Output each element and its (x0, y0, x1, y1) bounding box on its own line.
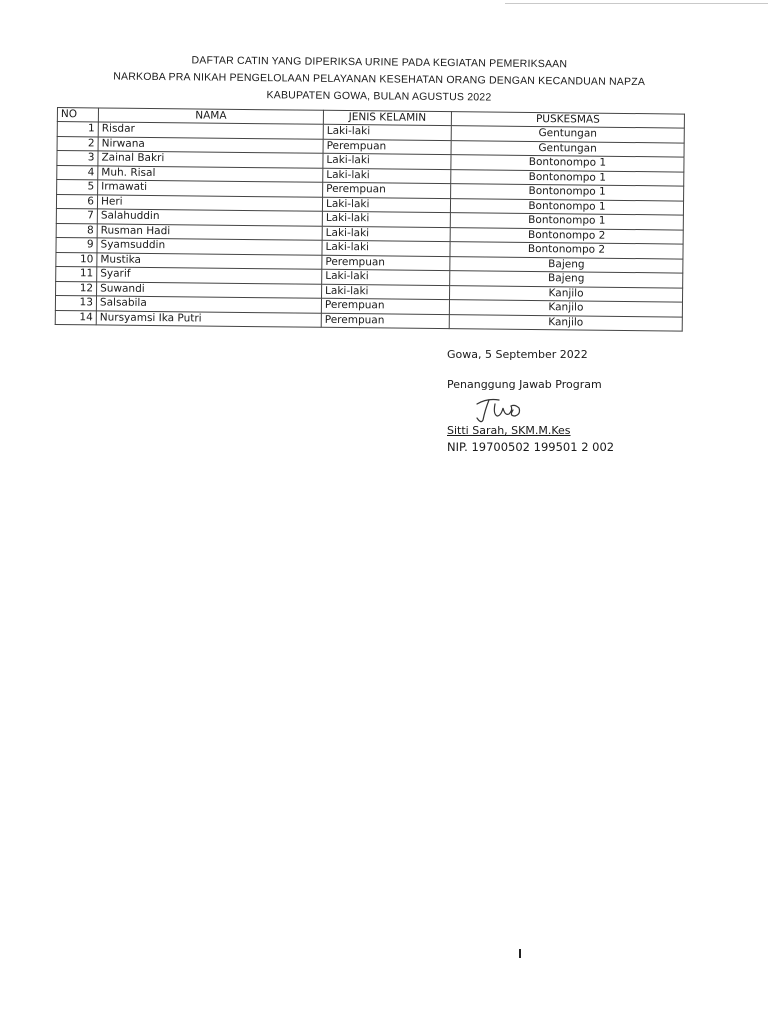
cell-nama: Syarif (97, 267, 322, 284)
cell-jenis-kelamin: Perempuan (323, 139, 451, 155)
cell-puskesmas: Kanjilo (449, 314, 682, 331)
cell-jenis-kelamin: Laki-laki (322, 211, 450, 227)
cell-jenis-kelamin: Laki-laki (322, 240, 450, 256)
cell-nama: Rusman Hadi (97, 223, 322, 240)
cell-nama: Nirwana (98, 136, 323, 153)
header-puskesmas: PUSKESMAS (451, 112, 684, 128)
cell-no: 1 (57, 122, 98, 137)
cell-puskesmas: Bontonompo 2 (450, 242, 683, 259)
cell-no: 9 (56, 237, 97, 252)
cell-puskesmas: Bontonompo 1 (451, 169, 684, 186)
cell-jenis-kelamin: Laki-laki (322, 226, 450, 242)
signatory-role: Penanggung Jawab Program (447, 378, 602, 391)
cell-jenis-kelamin: Perempuan (321, 313, 449, 329)
cell-nama: Salahuddin (97, 209, 322, 226)
cell-puskesmas: Gentungan (451, 140, 684, 157)
title-line-2: NARKOBA PRA NIKAH PENGELOLAAN PELAYANAN KESEHATAN ORANG DENGAN KECANDUAN NAPZA (113, 70, 646, 89)
cell-puskesmas: Kanjilo (449, 300, 682, 317)
table-body (55, 122, 684, 332)
cell-nama: Muh. Risal (98, 165, 323, 182)
cell-nama: Risdar (98, 122, 323, 139)
cell-jenis-kelamin: Laki-laki (322, 197, 450, 213)
cell-no: 12 (56, 281, 97, 296)
header-jenis-kelamin: JENIS KELAMIN (323, 110, 451, 125)
cell-no: 4 (57, 165, 98, 180)
cell-jenis-kelamin: Laki-laki (322, 284, 450, 300)
cell-no: 14 (55, 310, 96, 325)
cell-no: 3 (57, 151, 98, 166)
cell-no: 11 (56, 266, 97, 281)
cell-jenis-kelamin: Laki-laki (323, 168, 451, 184)
cell-no: 5 (57, 180, 98, 195)
cell-no: 13 (55, 295, 96, 310)
catin-table-wrapper (55, 107, 685, 332)
cell-nama: Mustika (97, 252, 322, 269)
cell-nama: Syamsuddin (97, 238, 322, 255)
cell-jenis-kelamin: Laki-laki (322, 269, 450, 285)
scan-edge-line (505, 3, 768, 4)
cell-nama: Salsabila (96, 296, 321, 313)
scan-artifact (519, 949, 521, 958)
header-nama: NAMA (98, 108, 323, 124)
cell-puskesmas: Bontonompo 1 (451, 155, 684, 172)
cell-puskesmas: Bontonompo 1 (450, 213, 683, 230)
title-line-1: DAFTAR CATIN YANG DIPERIKSA URINE PADA KEGIATAN PEMERIKSAAN (191, 54, 568, 71)
cell-jenis-kelamin: Perempuan (323, 182, 451, 198)
cell-no: 7 (56, 208, 97, 223)
cell-no: 2 (57, 136, 98, 151)
cell-nama: Zainal Bakri (98, 151, 323, 168)
cell-no: 8 (56, 223, 97, 238)
cell-puskesmas: Bajeng (450, 256, 683, 273)
cell-nama: Nursyamsi Ika Putri (96, 310, 321, 327)
signatory-nip: NIP. 19700502 199501 2 002 (447, 440, 615, 454)
header-no: NO (57, 108, 98, 122)
cell-jenis-kelamin: Laki-laki (323, 124, 451, 140)
signatory-name: Sitti Sarah, SKM.M.Kes (447, 424, 571, 437)
catin-table (55, 107, 685, 332)
place-date: Gowa, 5 September 2022 (447, 348, 588, 361)
cell-jenis-kelamin: Perempuan (321, 298, 449, 314)
cell-puskesmas: Kanjilo (450, 285, 683, 302)
title-line-3: KABUPATEN GOWA, BULAN AGUSTUS 2022 (266, 89, 492, 104)
cell-jenis-kelamin: Laki-laki (323, 153, 451, 169)
cell-no: 6 (56, 194, 97, 209)
cell-puskesmas: Gentungan (451, 126, 684, 143)
cell-puskesmas: Bontonompo 1 (450, 198, 683, 215)
cell-jenis-kelamin: Perempuan (322, 255, 450, 271)
cell-puskesmas: Bontonompo 2 (450, 227, 683, 244)
cell-nama: Irmawati (98, 180, 323, 197)
cell-puskesmas: Bajeng (450, 271, 683, 288)
cell-nama: Heri (97, 194, 322, 211)
handwritten-signature (469, 394, 539, 424)
cell-nama: Suwandi (97, 281, 322, 298)
cell-no: 10 (56, 252, 97, 267)
cell-puskesmas: Bontonompo 1 (451, 184, 684, 201)
